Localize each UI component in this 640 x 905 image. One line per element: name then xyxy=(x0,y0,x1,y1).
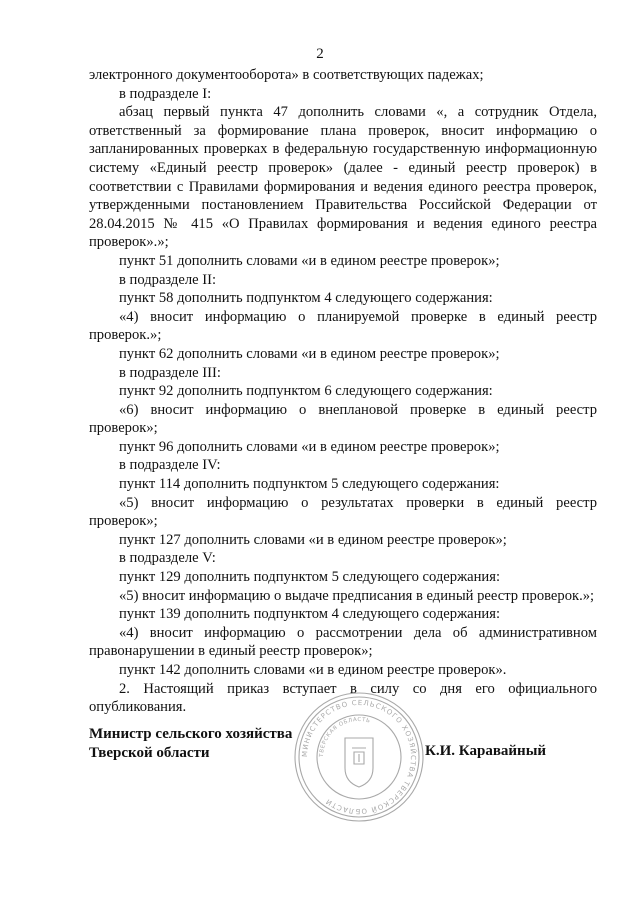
paragraph: пункт 51 дополнить словами «и в едином реестре проверок»; xyxy=(119,252,500,269)
paragraph: электронного документооборота» в соответствующих падежах; xyxy=(89,67,484,83)
signatory-name: К.И. Каравайный xyxy=(425,743,547,759)
official-seal xyxy=(292,690,426,824)
document-body xyxy=(89,66,597,717)
seal-ring-text: МИНИСТЕРСТВО СЕЛЬСКОГО ХОЗЯЙСТВА ТВЕРСКОЙ ОБЛАСТИ xyxy=(300,698,418,816)
paragraph: «4) вносит информацию о рассмотрении дела об административном правонарушении в единый реестр проверок»; xyxy=(89,624,597,660)
paragraph: пункт 129 дополнить подпунктом 5 следующего содержания: xyxy=(119,569,501,586)
paragraph: «5) вносит информацию о результатах проверки в единый реестр проверок»; xyxy=(89,494,597,530)
paragraph: «4) вносит информацию о планируемой проверке в единый реестр проверок.»; xyxy=(89,308,597,344)
signatory-title xyxy=(89,725,292,762)
paragraph: пункт 58 дополнить подпунктом 4 следующего содержания: xyxy=(119,290,493,307)
paragraph: пункт 96 дополнить словами «и в едином реестре проверок»; xyxy=(119,438,500,455)
paragraph: пункт 139 дополнить подпунктом 4 следующего содержания: xyxy=(119,606,501,623)
paragraph: пункт 127 дополнить словами «и в едином реестре проверок»; xyxy=(119,531,507,548)
paragraph: 2. Настоящий приказ вступает в силу со дня его официального опубликования. xyxy=(89,680,597,716)
seal-inner-text: ТВЕРСКАЯ ОБЛАСТЬ xyxy=(318,716,372,758)
paragraph: пункт 92 дополнить подпунктом 6 следующего содержания: xyxy=(119,383,493,400)
page-number: 2 xyxy=(316,46,324,62)
paragraph: в подразделе II: xyxy=(119,271,217,288)
paragraph: в подразделе IV: xyxy=(119,457,221,474)
paragraph: пункт 62 дополнить словами «и в едином реестре проверок»; xyxy=(119,345,500,362)
paragraph: пункт 142 дополнить словами «и в едином реестре проверок». xyxy=(119,662,507,678)
paragraph: абзац первый пункта 47 дополнить словами «, а сотрудник Отдела, ответственный за формирование плана проверок, вносит информацию о запланированных проверках в федеральную государственную информационную систему «Единый реестр проверок» (далее - единый реестр проверок) в соответствии с Правилами формирования и ведения единого реестра проверок, утвержденными постановлением Правительства Российской Федерации от 28.04.2015 № 415 «О Правилах формирования и ведения единого реестра проверок».»; xyxy=(89,104,597,251)
paragraph: пункт 114 дополнить подпунктом 5 следующего содержания: xyxy=(119,476,500,493)
paragraph: «5) вносит информацию о выдаче предписания в единый реестр проверок.»; xyxy=(119,587,595,604)
paragraph: «6) вносит информацию о внеплановой проверке в единый реестр проверок»; xyxy=(89,401,597,437)
paragraph: в подразделе III: xyxy=(119,364,221,381)
paragraph: в подразделе V: xyxy=(119,550,216,567)
signatory-title-line-1: Министр сельского хозяйства xyxy=(89,726,293,742)
paragraph: в подразделе I: xyxy=(119,85,212,102)
signatory-title-line-2: Тверской области xyxy=(89,744,210,761)
